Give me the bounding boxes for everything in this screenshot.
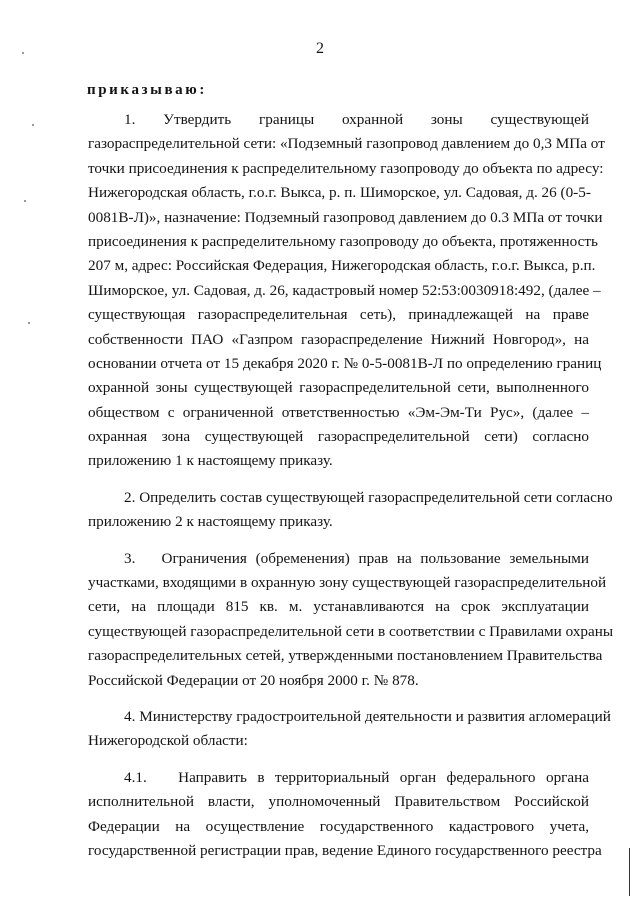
- text-line: газораспределительных сетей, утвержденными постановлением Правительства: [88, 647, 603, 665]
- text-line: 4.1. Направить в территориальный орган федерального органа: [124, 768, 589, 786]
- text-line: сети, на площади 815 кв. м. устанавливаются на срок эксплуатации: [88, 598, 589, 616]
- text-line: Шиморское, ул. Садовая, д. 26, кадастровый номер 52:53:0030918:492, (далее –: [88, 281, 601, 299]
- document-body: [88, 108, 614, 863]
- text-line: присоединения к распределительному газопроводу до объекта, протяженность: [88, 232, 598, 250]
- scan-speck: [28, 322, 30, 324]
- text-line: 2. Определить состав существующей газораспределительной сети согласно: [124, 488, 613, 506]
- paragraph-1: [88, 108, 605, 474]
- text-line: Нижегородская область, г.о.г. Выкса, р. п. Шиморское, ул. Садовая, д. 26 (0-5-: [88, 184, 591, 202]
- text-line: газораспределительной сети: «Подземный газопровод давлением до 0,3 МПа от: [88, 135, 605, 153]
- text-line: Российской Федерации от 20 ноября 2000 г. № 878.: [88, 671, 419, 689]
- text-line: основании отчета от 15 декабря 2020 г. № 0-5-0081В-Л по определению границ: [88, 354, 602, 372]
- text-line: приложению 2 к настоящему приказу.: [88, 513, 333, 531]
- text-line: Нижегородской области:: [88, 732, 248, 750]
- page-number: 2: [316, 40, 324, 57]
- paragraph-4: [88, 705, 611, 754]
- text-line: охранной зоны существующей газораспределительной сети, выполненного: [88, 379, 589, 397]
- text-line: 4. Министерству градостроительной деятельности и развития агломераций: [124, 707, 611, 725]
- text-line: государственной регистрации прав, ведение Единого государственного реестра: [88, 841, 602, 859]
- paragraph-2: [88, 486, 613, 535]
- paragraph-3: [88, 547, 614, 693]
- scan-speck: [22, 52, 24, 54]
- scan-edge-mark: [629, 848, 630, 896]
- paragraph-4-1: [88, 766, 602, 864]
- text-line: Федерации на осуществление государственного кадастрового учета,: [88, 817, 589, 835]
- text-line: точки присоединения к распределительному газопроводу до объекта по адресу:: [88, 159, 604, 177]
- text-line: существующей газораспределительной сети в соответствии с Правилами охраны: [88, 622, 614, 640]
- text-line: существующая газораспределительная сеть), принадлежащей на праве: [88, 306, 589, 324]
- text-line: 1. Утвердить границы охранной зоны существующей: [124, 111, 589, 128]
- text-line: участками, входящими в охранную зону существующей газораспределительной: [88, 574, 607, 592]
- scan-speck: [32, 124, 34, 126]
- text-line: 0081В-Л)», назначение: Подземный газопровод давлением до 0.3 МПа от точки: [88, 208, 603, 226]
- text-line: 207 м, адрес: Российская Федерация, Нижегородская область, г.о.г. Выкса, р.п.: [88, 257, 596, 275]
- text-line: собственности ПАО «Газпром газораспределение Нижний Новгород», на: [88, 330, 589, 348]
- order-heading: приказываю:: [87, 82, 207, 98]
- scan-speck: [24, 200, 26, 202]
- text-line: обществом с ограниченной ответственностью «Эм-Эм-Ти Рус», (далее –: [88, 403, 589, 421]
- text-line: исполнительной власти, уполномоченный Правительством Российской: [88, 793, 589, 811]
- text-line: 3. Ограничения (обременения) прав на пользование земельными: [124, 549, 589, 567]
- text-line: приложению 1 к настоящему приказу.: [88, 452, 333, 470]
- text-line: охранная зона существующей газораспределительной сети) согласно: [88, 428, 589, 446]
